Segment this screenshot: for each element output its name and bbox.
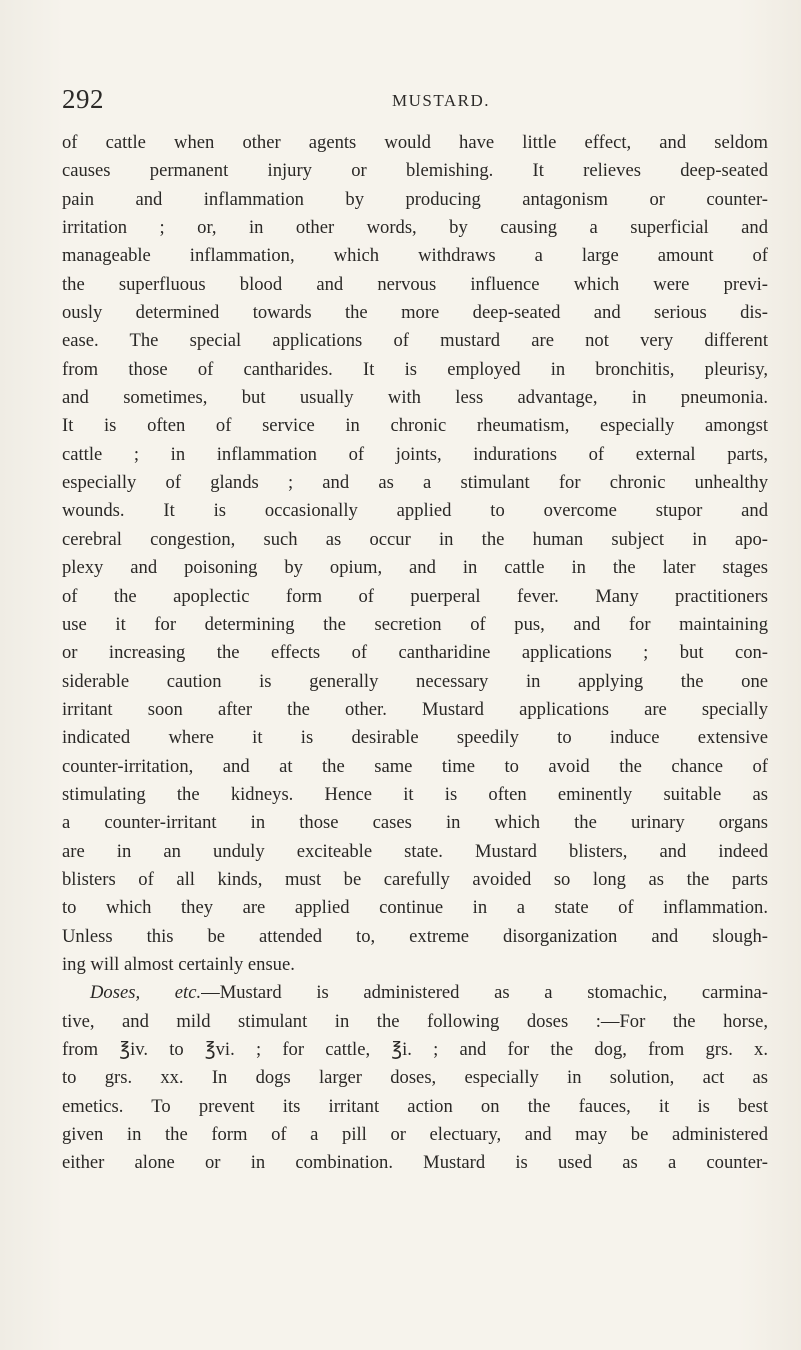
page-header — [0, 84, 801, 118]
text-line: given in the form of a pill or electuary, and may be administered — [62, 1124, 768, 1146]
text-line: stimulating the kidneys. Hence it is often eminently suitable as — [62, 783, 768, 805]
text-line: manageable inflammation, which withdraws a large amount of — [62, 245, 768, 267]
doses-paragraph-line: Doses, etc.—Mustard is administered as a stomachic, carmina- — [90, 982, 768, 1004]
text-line: of cattle when other agents would have little effect, and seldom — [62, 132, 768, 153]
text-line: especially of glands ; and as a stimulant for chronic unhealthy — [62, 472, 768, 494]
text-line: irritant soon after the other. Mustard applications are specially — [62, 698, 768, 720]
text-line: to grs. xx. In dogs larger doses, especially in solution, act as — [62, 1067, 768, 1089]
text-line: counter-irritation, and at the same time to avoid the chance of — [62, 755, 768, 777]
text-line: irritation ; or, in other words, by causing a superficial and — [62, 217, 768, 239]
body-text — [62, 129, 768, 1178]
text-line: the superfluous blood and nervous influence which were previ- — [62, 273, 768, 295]
text-line: either alone or in combination. Mustard is used as a counter- — [62, 1152, 768, 1174]
text-line: siderable caution is generally necessary in applying the one — [62, 670, 768, 692]
text-line: indicated where it is desirable speedily to induce extensive — [62, 727, 768, 749]
running-head: MUSTARD. — [392, 91, 491, 110]
text-line: cattle ; in inflammation of joints, indurations of external parts, — [62, 443, 768, 465]
text-line: to which they are applied continue in a state of inflammation. — [62, 897, 768, 919]
text-line: or increasing the effects of cantharidine applications ; but con- — [62, 642, 768, 664]
text-line: causes permanent injury or blemishing. It relieves deep-seated — [62, 160, 768, 182]
text-line: of the apoplectic form of puerperal fever. Many practitioners — [62, 585, 768, 607]
text-line: use it for determining the secretion of pus, and for maintaining — [62, 613, 768, 635]
text-line: and sometimes, but usually with less advantage, in pneumonia. — [62, 387, 768, 409]
text-line: It is often of service in chronic rheumatism, especially amongst — [62, 415, 768, 437]
text-line: plexy and poisoning by opium, and in cattle in the later stages — [62, 557, 768, 579]
text-line: from ℥iv. to ℥vi. ; for cattle, ℥i. ; and for the dog, from grs. x. — [62, 1039, 768, 1060]
text-line: a counter-irritant in those cases in which the urinary organs — [62, 812, 768, 834]
text-line: emetics. To prevent its irritant action on the fauces, it is best — [62, 1095, 768, 1117]
text-line: ously determined towards the more deep-seated and serious dis- — [62, 302, 768, 324]
text-line: cerebral congestion, such as occur in the human subject in apo- — [62, 528, 768, 550]
text-line: pain and inflammation by producing antagonism or counter- — [62, 188, 768, 210]
text-line: from those of cantharides. It is employed in bronchitis, pleurisy, — [62, 358, 768, 380]
text-line: Unless this be attended to, extreme disorganization and slough- — [62, 925, 768, 947]
page-number: 292 — [62, 84, 104, 114]
text-line: tive, and mild stimulant in the following doses :—For the horse, — [62, 1010, 768, 1032]
paragraph-end-line: ing will almost certainly ensue. — [62, 953, 295, 975]
text-line: ease. The special applications of mustard are not very different — [62, 330, 768, 352]
text-line: wounds. It is occasionally applied to overcome stupor and — [62, 500, 768, 522]
text-line: are in an unduly exciteable state. Mustard blisters, and indeed — [62, 840, 768, 862]
text-line: blisters of all kinds, must be carefully avoided so long as the parts — [62, 868, 768, 890]
